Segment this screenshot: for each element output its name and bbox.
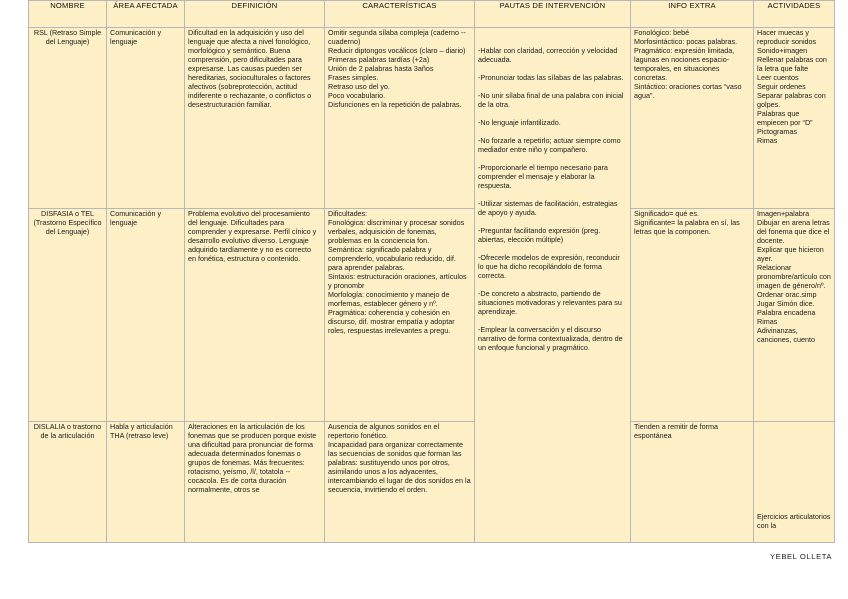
list-item: Fonológica: discriminar y procesar sonidos verbales, adquisición de fonemas, problemas en la conciencia fon. (328, 218, 465, 245)
header-area: ÁREA AFECTADA (107, 1, 185, 28)
cell-pautas (475, 28, 631, 543)
cell-definicion: Alteraciones en la articulación de los fonemas que se producen porque existe una dificultad para pronunciar de forma adecuada determinados fonemas o grupos de fonemas. Más frecuentes: rotacismo, yeísmo, /l/, totatola -- cocacola. Es de corta duración normalmente, otros se (185, 422, 325, 543)
list-item: Palabra encadena (757, 308, 816, 317)
list-item: Dificultades: (328, 209, 368, 218)
header-nombre: NOMBRE (29, 1, 107, 28)
pauta-item: -No forzarle a repetirlo; actuar siempre como mediador entre niño y compañero. (478, 136, 621, 154)
list-item: Fonológico: bebé (634, 28, 690, 37)
list-item: Ejercicios articulatorios con la (757, 512, 831, 530)
list-item: Ausencia de algunos sonidos en el repertorio fonético. (328, 422, 440, 440)
list-item: Unión de 2 palabras hasta 3años (328, 64, 434, 73)
list-item: Significante= la palabra en sí, las letras que la componen. (634, 218, 740, 236)
cell-nombre: DISFASIA o TEL (Trastorno Específico del Lenguaje) (29, 209, 107, 422)
list-item: Poco vocabulario. (328, 91, 386, 100)
cell-actividades (754, 28, 835, 209)
header-info-extra: INFO EXTRA (631, 1, 754, 28)
list-item: Primeras palabras tardías (+2a) (328, 55, 430, 64)
cell-actividades (754, 422, 835, 543)
table-row (29, 209, 835, 422)
list-item: Adivinanzas, canciones, cuento (757, 326, 815, 344)
list-item: Retraso uso del yo. (328, 82, 390, 91)
cell-caracteristicas (325, 209, 475, 422)
list-item: Morfología: conocimiento y manejo de morfemas, establecer género y nº. (328, 290, 450, 308)
cell-area: Habla y articulación THA (retraso leve) (107, 422, 185, 543)
header-row (29, 1, 835, 28)
cell-caracteristicas (325, 422, 475, 543)
pauta-item: -Utilizar sistemas de facilitación, estrategias de apoyo y ayuda. (478, 199, 618, 217)
list-item: Sintaxis: estructuración oraciones, artículos y pronombr (328, 272, 467, 290)
table-row (29, 422, 835, 543)
pauta-item: -Ofrecerle modelos de expresión, reconducir lo que ha dicho recopilándolo de forma correcta. (478, 253, 620, 280)
list-item: Palabras que empiecen por “D” (757, 109, 813, 127)
list-item: Hacer muecas y reproducir sonidos (757, 28, 817, 46)
list-item: Reducir diptongos vocálicos (claro – diario) (328, 46, 466, 55)
header-actividades: ACTIVIDADES (754, 1, 835, 28)
list-item: Seguir ordenes (757, 82, 806, 91)
list-item: Leer cuentos (757, 73, 799, 82)
author-footer: YEBEL OLLETA (770, 552, 833, 561)
header-pautas: PAUTAS DE INTERVENCIÓN (475, 1, 631, 28)
pauta-item: -Emplear la conversación y el discurso narrativo de forma contextualizada, dentro de un enfoque funcional y pragmático. (478, 325, 623, 352)
list-item: Dibujar en arena letras del fonema que dice el docente. (757, 218, 830, 245)
pauta-item: -Hablar con claridad, corrección y velocidad adecuada. (478, 46, 618, 64)
list-item: Explicar que hicieron ayer. (757, 245, 824, 263)
list-item: Semántica: significado palabra y comprenderlo, vocabulario reducido, dif. para aprender palabras. (328, 245, 456, 272)
cell-nombre: RSL (Retraso Simple del Lenguaje) (29, 28, 107, 209)
cell-info-extra: Tienden a remitir de forma espontánea (631, 422, 754, 543)
list-item: Sintáctico: oraciones cortas “vaso agua”. (634, 82, 742, 100)
pauta-item: -No unir sílaba final de una palabra con inicial de la otra. (478, 91, 624, 109)
table-row (29, 28, 835, 209)
cell-area: Comunicación y lenguaje (107, 28, 185, 209)
pauta-item: -Pronunciar todas las sílabas de las palabras. (478, 73, 624, 82)
list-item: Relacionar pronombre/artículo con imagen de género/nº. (757, 263, 831, 290)
list-item: Significado= qué es. (634, 209, 699, 218)
list-item: Pictogramas (757, 127, 797, 136)
header-caracteristicas: CARACTERÍSTICAS (325, 1, 475, 28)
cell-actividades (754, 209, 835, 422)
list-item: Incapacidad para organizar correctamente las secuencias de sonidos que forman las palabras: sustituyendo unos por otros, asimilando unos a los adyacentes, intercambiando el lugar de dos sonidos en la secuencia, invirtiendo el orden. (328, 440, 471, 494)
pauta-item: -Proporcionarle el tiempo necesario para comprender el mensaje y elaborar la respuesta. (478, 163, 608, 190)
list-item: Rellenar palabras con la letra que falte (757, 55, 827, 73)
pauta-item: -De concreto a abstracto, partiendo de situaciones motivadoras y relevantes para su aprendizaje. (478, 289, 622, 316)
cell-definicion: Dificultad en la adquisición y uso del lenguaje que afecta a nivel fonológico, morfológico y semántico. Buena comprensión, pero dificultades para expresarse. Las causas pueden ser hereditarias, socioculturales o factores afectivos (sobreprotección, actitud indiferente o rechazante, o conflictos o desestructuración familiar. (185, 28, 325, 209)
pauta-item: -No lenguaje infantilizado. (478, 118, 561, 127)
cell-area: Comunicación y lenguaje (107, 209, 185, 422)
list-item: Morfosintáctico: pocas palabras. (634, 37, 738, 46)
pauta-item: -Preguntar facilitando expresión (preg. abiertas, elección múltiple) (478, 226, 601, 244)
list-item: Omitir segunda sílaba compleja (caderno -- cuaderno) (328, 28, 466, 46)
list-item: Rimas (757, 136, 778, 145)
list-item: Separar palabras con golpes. (757, 91, 826, 109)
list-item: Ordenar orac.simp Jugar Simón dice. (757, 290, 817, 308)
cell-info-extra (631, 28, 754, 209)
intervention-table (28, 0, 835, 543)
list-item: Imagen+palabra (757, 209, 810, 218)
list-item: Rimas (757, 317, 778, 326)
cell-definicion: Problema evolutivo del procesamiento del lenguaje. Dificultades para comprender y expresarse. Perfil cínico y desarrollo evolutivo diverso. Lenguaje adquirido tardíamente y no es correcto en fonética, estructura o contenido. (185, 209, 325, 422)
list-item: Frases simples. (328, 73, 379, 82)
list-item: Pragmático: expresión limitada, lagunas en nociones espacio-temporales, en situaciones concretas. (634, 46, 735, 82)
list-item: Pragmática: coherencia y cohesión en discurso, dif. mostrar empatía y adoptar roles, respuestas irrelevantes a pregu. (328, 308, 455, 335)
cell-info-extra (631, 209, 754, 422)
header-definicion: DEFINICIÓN (185, 1, 325, 28)
list-item: Sonido+imagen (757, 46, 808, 55)
cell-nombre: DISLALIA o trastorno de la articulación (29, 422, 107, 543)
list-item: Disfunciones en la repetición de palabras. (328, 100, 462, 109)
cell-caracteristicas (325, 28, 475, 209)
